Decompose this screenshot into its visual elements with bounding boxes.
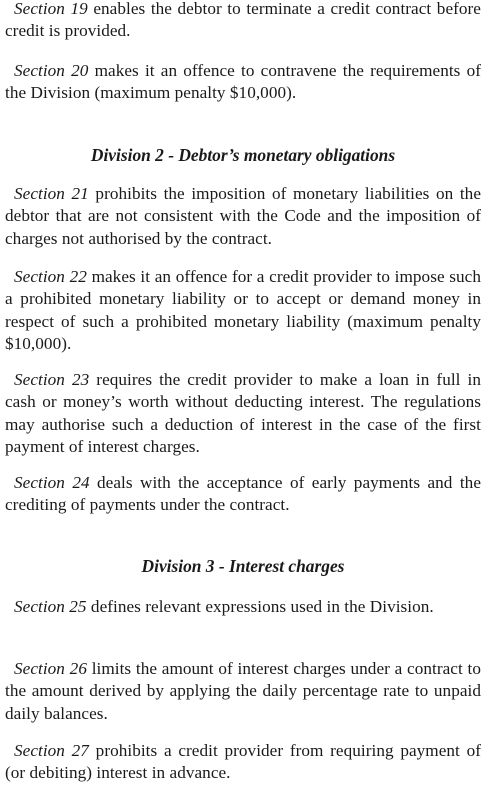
paragraph-section-21 <box>5 183 481 250</box>
paragraph-text: enables the debtor to terminate a credit contract before credit is provided. <box>5 0 481 41</box>
section-ref: Section 19 <box>14 0 88 18</box>
paragraph-section-27 <box>5 740 481 785</box>
paragraph-section-25 <box>5 596 481 618</box>
section-ref: Section 20 <box>14 61 89 80</box>
paragraph-section-19 <box>5 0 481 43</box>
paragraph-text: makes it an offence to contravene the requirements of the Division (maximum penalty $10,000). <box>5 61 482 103</box>
section-ref: Section 26 <box>14 659 87 678</box>
paragraph-section-26 <box>5 658 481 725</box>
paragraph-section-24 <box>5 472 481 517</box>
section-ref: Section 25 <box>14 597 87 616</box>
division-2-heading: Division 2 - Debtor’s monetary obligations <box>90 145 396 165</box>
paragraph-text: makes it an offence for a credit provider to impose such a prohibited monetary liability or to accept or demand money in respect of such a prohibited monetary liability (maximum penalty $10,000). <box>5 267 481 354</box>
section-ref: Section 27 <box>14 741 89 760</box>
paragraph-text: requires the credit provider to make a loan in full in cash or money’s worth without deducting interest. The regulations may authorise such a deduction of interest in the case of the first payment of interest charges. <box>5 370 481 457</box>
paragraph-text: limits the amount of interest charges under a contract to the amount derived by applying the daily percentage rate to unpaid daily balances. <box>5 659 481 723</box>
paragraph-text: deals with the acceptance of early payments and the crediting of payments under the contract. <box>5 473 482 515</box>
division-3-heading: Division 3 - Interest charges <box>141 556 345 576</box>
paragraph-section-22 <box>5 266 481 356</box>
paragraph-section-20 <box>5 60 481 105</box>
paragraph-text: prohibits a credit provider from requiring payment of (or debiting) interest in advance. <box>5 741 481 783</box>
section-ref: Section 24 <box>14 473 90 492</box>
paragraph-text: defines relevant expressions used in the Division. <box>86 597 434 616</box>
section-ref: Section 21 <box>14 184 89 203</box>
paragraph-section-23 <box>5 369 481 459</box>
section-ref: Section 22 <box>14 267 87 286</box>
section-ref: Section 23 <box>14 370 90 389</box>
paragraph-text: prohibits the imposition of monetary liabilities on the debtor that are not consistent with the Code and the imposition of charges not authorised by the contract. <box>5 184 481 248</box>
